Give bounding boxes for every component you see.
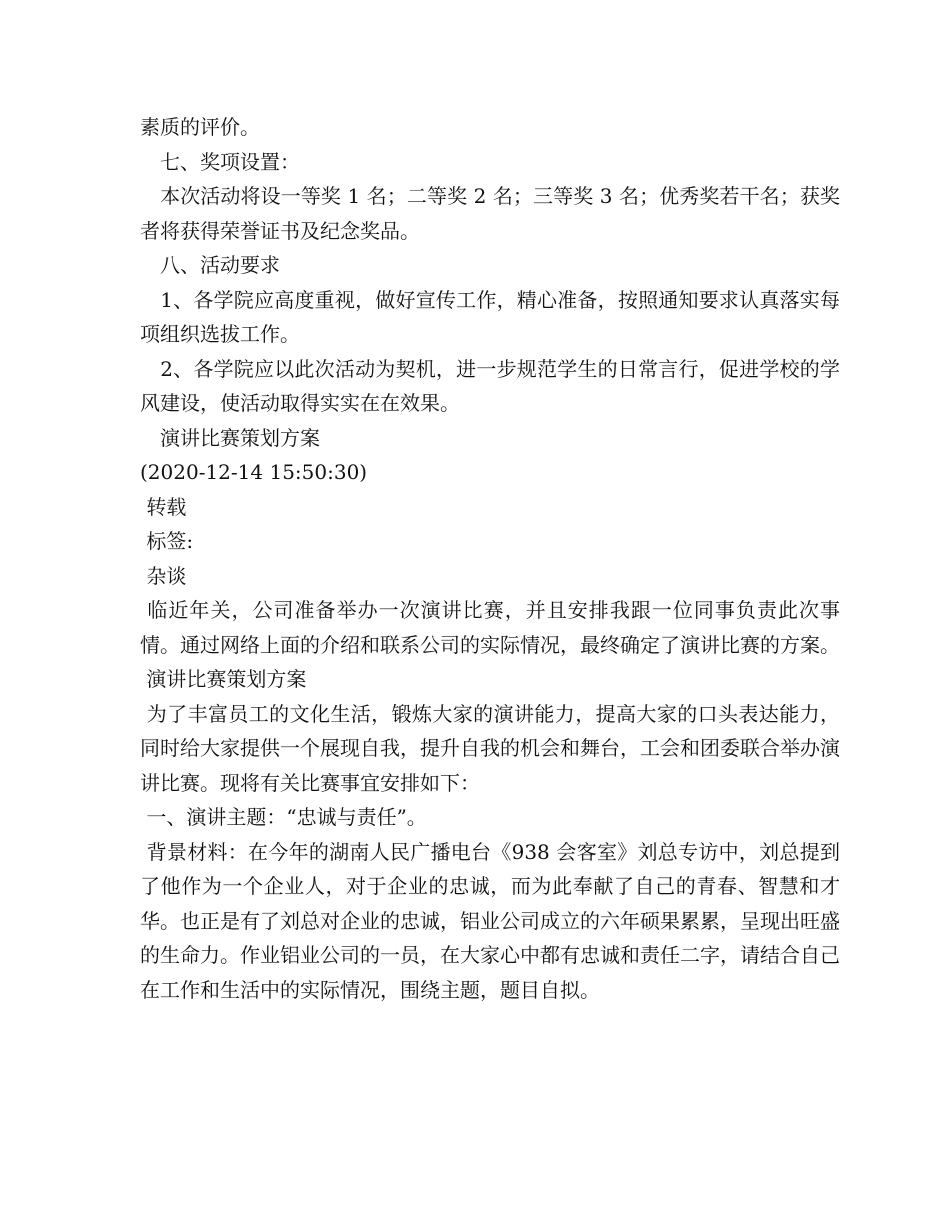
post-timestamp: (2020-12-14 15:50:30) <box>140 460 368 484</box>
tag-value: 杂谈 <box>140 563 187 588</box>
repost-label: 转载 <box>140 494 187 519</box>
tags-label: 标签: <box>140 529 194 553</box>
paragraph-purpose: 为了丰富员工的文化生活，锻炼大家的演讲能力，提高大家的口头表达能力，同时给大家提供一个展现自我，提升自我的机会和舞台，工会和团委联合举办演讲比赛。现将有关比赛事宜安排如下： <box>140 701 841 795</box>
heading-speech-plan-2: 演讲比赛策划方案 <box>140 667 307 691</box>
paragraph-evaluation-end: 素质的评价。 <box>140 115 260 139</box>
paragraph-background: 背景材料：在今年的湖南人民广播电台《938 会客室》刘总专访中，刘总提到了他作为一个企业人，对于企业的忠诚，而为此奉献了自己的青春、智慧和才华。也正是有了刘总对企业的忠诚，铝业公司成立的六年硕果累累，呈现出旺盛的生命力。作业铝业公司的一员，在大家心中都有忠诚和责任二字，请结合自己在工作和生活中的实际情况，围绕主题，题目自拟。 <box>140 839 841 1002</box>
heading-theme: 一、演讲主题：“忠诚与责任”。 <box>140 805 427 829</box>
heading-awards: 七、奖项设置： <box>140 149 300 174</box>
paragraph-intro: 临近年关，公司准备举办一次演讲比赛，并且安排我跟一位同事负责此次事情。通过网络上面的介绍和联系公司的实际情况，最终确定了演讲比赛的方案。 <box>140 598 841 657</box>
heading-speech-plan: 演讲比赛策划方案 <box>140 425 320 450</box>
heading-requirements: 八、活动要求 <box>140 253 280 277</box>
document-body <box>140 110 840 1007</box>
paragraph-requirement-1: 1、各学院应高度重视，做好宣传工作，精心准备，按照通知要求认真落实每项组织选拔工作。 <box>140 287 840 346</box>
paragraph-awards: 本次活动将设一等奖 1 名；二等奖 2 名；三等奖 3 名；优秀奖若干名；获奖者将获得荣誉证书及纪念奖品。 <box>140 184 840 243</box>
paragraph-requirement-2: 2、各学院应以此次活动为契机，进一步规范学生的日常言行，促进学校的学风建设，使活动取得实实在在效果。 <box>140 356 840 415</box>
